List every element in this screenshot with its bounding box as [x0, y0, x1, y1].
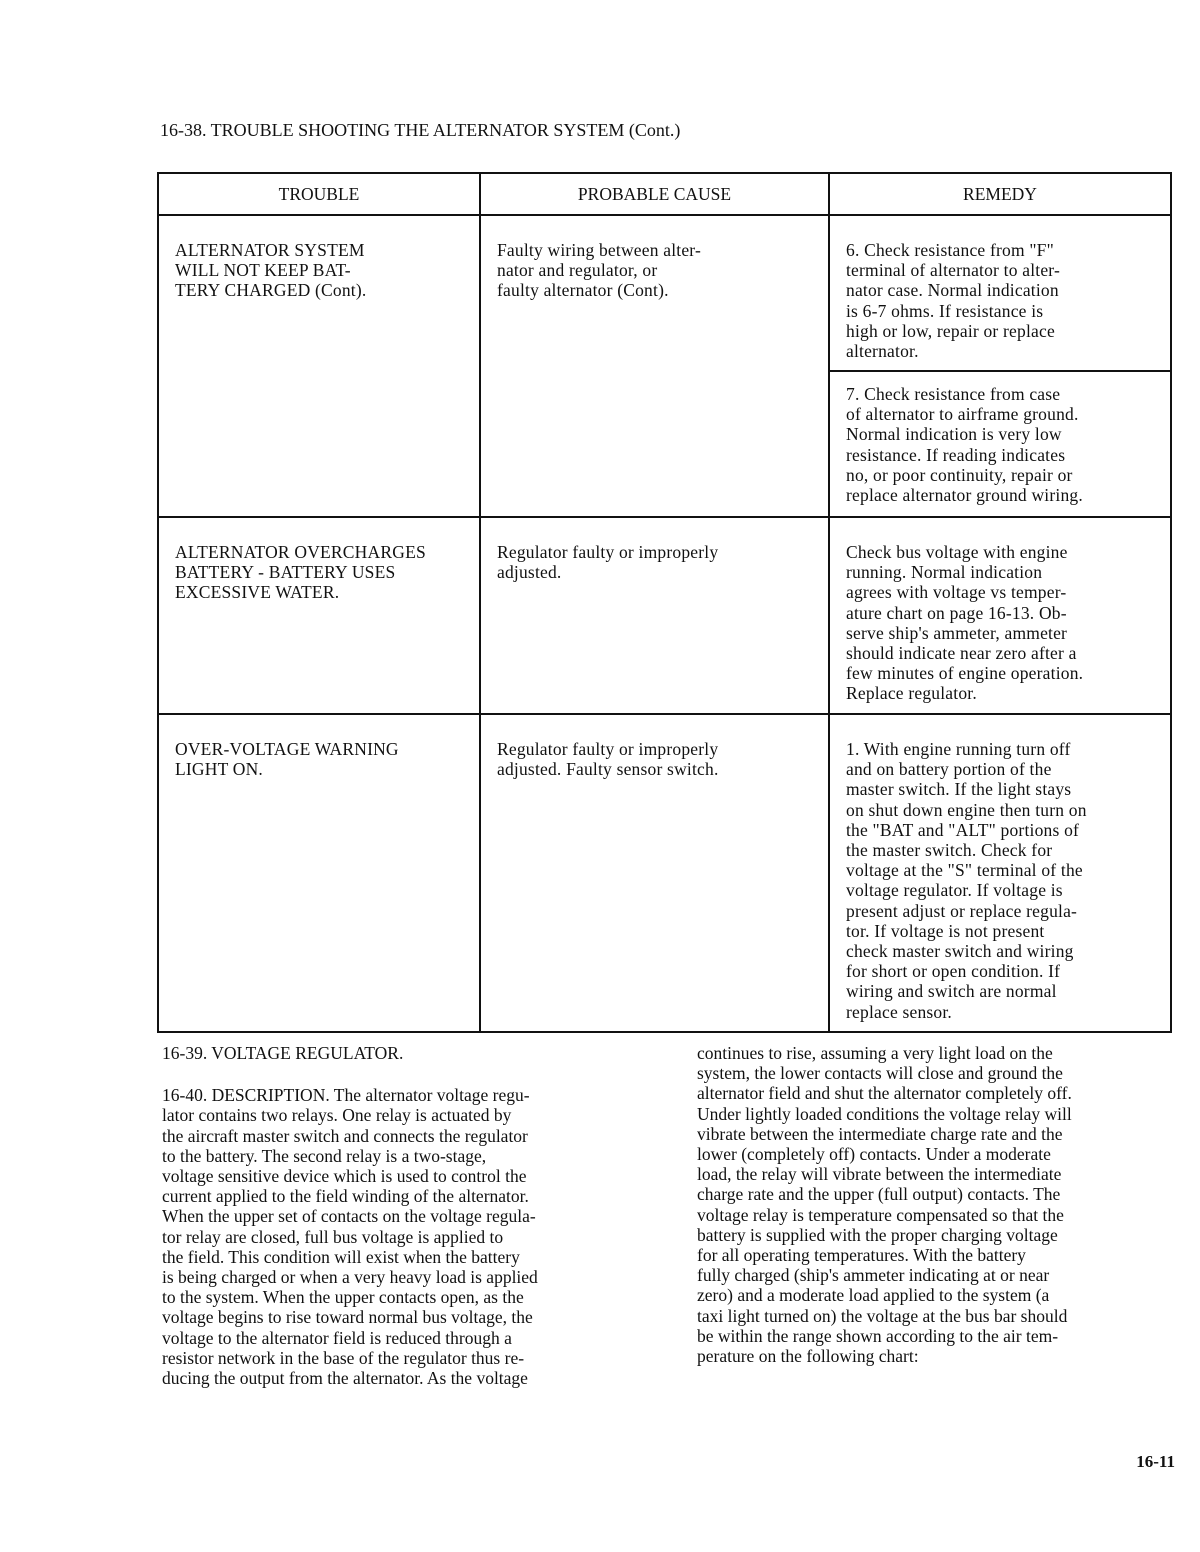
left-column — [162, 1043, 652, 1388]
trouble-cell: OVER-VOLTAGE WARNING LIGHT ON. — [175, 739, 399, 780]
troubleshooting-table — [157, 172, 1172, 1033]
table-header-row — [158, 173, 1171, 215]
table-row — [158, 215, 1171, 517]
description-paragraph: 16-40. DESCRIPTION. The alternator voltage regu- lator contains two relays. One relay is actuated by the aircraft master switch and connects the regulator to the battery. The second relay is a two-stage, voltage sensitive device which is used to control the current applied to the field winding of the alternator. When the upper set of contacts on the voltage regula- tor relay are closed, full bus voltage is applied to the field. This condition will exist when the battery is being charged or when a very heavy load is applied to the system. When the upper contacts open, as the voltage begins to rise toward normal bus voltage, the voltage to the alternator field is reduced through a resistor network in the base of the regulator thus re- ducing the output from the alternator. As the voltage — [162, 1085, 538, 1389]
header-trouble: TROUBLE — [158, 173, 480, 215]
remedy-cell: 1. With engine running turn off and on battery portion of the master switch. If the light stays on shut down engine then turn on the "BAT and "ALT" portions of the master switch. Check for voltage at the "S" terminal of the voltage regulator. If voltage is present adjust or replace regula- tor. If voltage is not present check master switch and wiring for short or open condition. If wiring and switch are normal replace sensor. — [846, 739, 1087, 1022]
header-remedy: REMEDY — [829, 173, 1171, 215]
cause-cell: Faulty wiring between alter- nator and regulator, or faulty alternator (Cont). — [497, 240, 702, 301]
header-cause: PROBABLE CAUSE — [480, 173, 829, 215]
table-row — [158, 517, 1171, 714]
right-column-paragraph: continues to rise, assuming a very light load on the system, the lower contacts will close and ground the alternator field and shut the alternator completely off. Under lightly loaded conditions the voltage relay will vibrate between the intermediate charge rate and the lower (completely off) contacts. Under a moderate load, the relay will vibrate between the intermediate charge rate and the upper (full output) contacts. The voltage relay is temperature compensated so that the battery is supplied with the proper charging voltage for all operating temperatures. With the battery fully charged (ship's ammeter indicating at or near zero) and a moderate load applied to the system (a taxi light turned on) the voltage at the bus bar should be within the range shown according to the air tem- perature on the following chart: — [697, 1043, 1072, 1367]
remedy-cell: Check bus voltage with engine running. Normal indication agrees with voltage vs temper- ature chart on page 16-13. Ob- serve ship's ammeter, ammeter should indicate near zero after a few minutes of engine operation. Replace regulator. — [846, 542, 1084, 704]
remedy-cell: 7. Check resistance from case of alternator to airframe ground. Normal indication is very low resistance. If reading indicates no, or poor continuity, repair or replace alternator ground wiring. — [830, 370, 1170, 509]
section-title: 16-38. TROUBLE SHOOTING THE ALTERNATOR SYSTEM (Cont.) — [160, 120, 681, 140]
section-heading: 16-39. VOLTAGE REGULATOR. — [162, 1043, 404, 1063]
page-number: 16-11 — [1136, 1452, 1175, 1471]
trouble-cell: ALTERNATOR OVERCHARGES BATTERY - BATTERY USES EXCESSIVE WATER. — [175, 542, 426, 603]
trouble-cell: ALTERNATOR SYSTEM WILL NOT KEEP BAT- TERY CHARGED (Cont). — [175, 240, 367, 301]
table-row — [158, 714, 1171, 1032]
remedy-cell: 6. Check resistance from "F" terminal of alternator to alter- nator case. Normal indication is 6-7 ohms. If resistance is high or low, repair or replace alternator. — [846, 240, 1061, 362]
cause-cell: Regulator faulty or improperly adjusted. — [497, 542, 719, 583]
cause-cell: Regulator faulty or improperly adjusted. Faulty sensor switch. — [497, 739, 719, 780]
